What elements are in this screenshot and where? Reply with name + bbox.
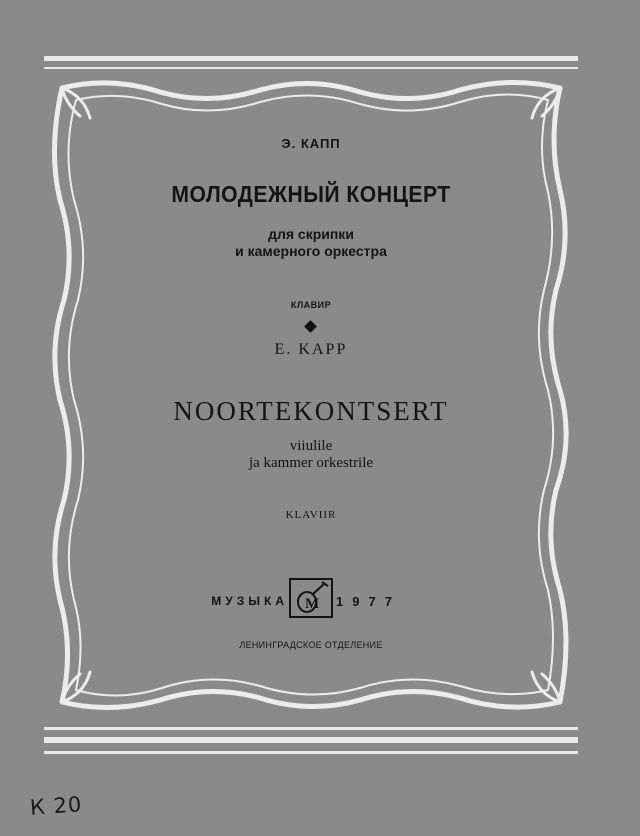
publisher-branch: ЛЕНИНГРАДСКОЕ ОТДЕЛЕНИЕ [239, 640, 383, 650]
subtitle-et-line2: ja kammer orkestrile [248, 455, 374, 471]
publication-year: 1977 [336, 594, 401, 609]
subtitle-et-line1: viiulile [289, 438, 333, 454]
music-publisher-logo-icon [289, 578, 333, 618]
title-ru: МОЛОДЕЖНЫЙ КОНЦЕРТ [171, 181, 451, 207]
publisher-name: МУЗЫКА [211, 594, 288, 608]
title-et: NOORTEKONTSERT [173, 396, 449, 426]
edition-et: KLAVIIR [285, 509, 337, 521]
subtitle-ru-line2: и камерного оркестра [235, 243, 387, 259]
edition-ru: КЛАВИР [290, 300, 332, 310]
author-et: E. KAPP [274, 341, 348, 358]
subtitle-ru-line1: для скрипки [268, 226, 354, 242]
corner-accent-br [532, 672, 560, 702]
author-ru: Э. КАПП [281, 136, 341, 151]
logo-letter: М [305, 596, 320, 612]
catalog-mark: К 20 [29, 792, 84, 820]
